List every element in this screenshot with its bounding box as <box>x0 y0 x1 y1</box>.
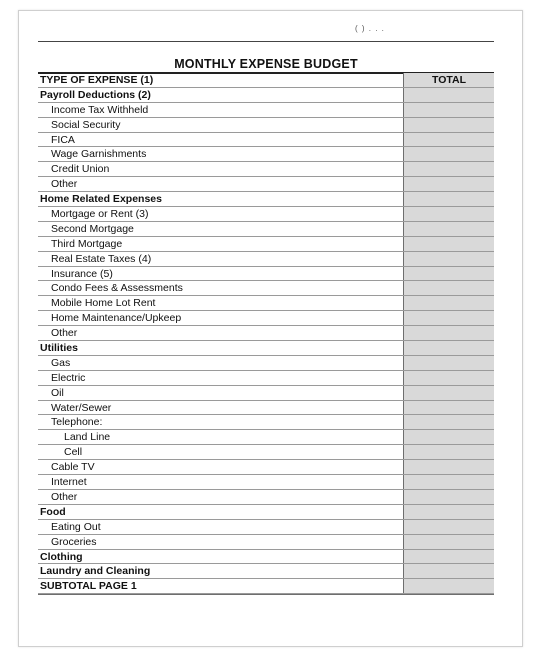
total-cell[interactable] <box>403 505 494 519</box>
table-row <box>38 326 494 341</box>
table-row <box>38 490 494 505</box>
table-row <box>38 192 494 207</box>
table-row <box>38 267 494 282</box>
total-cell[interactable] <box>403 550 494 564</box>
expense-label: SUBTOTAL PAGE 1 <box>40 580 137 593</box>
expense-label: Utilities <box>40 342 78 355</box>
expense-label: Food <box>40 505 66 518</box>
table-row <box>38 341 494 356</box>
expense-label: Credit Union <box>51 163 110 176</box>
table-row <box>38 311 494 326</box>
table-row <box>38 133 494 148</box>
expense-label: Mortgage or Rent (3) <box>51 208 149 221</box>
top-rule <box>38 41 494 42</box>
total-cell[interactable] <box>403 252 494 266</box>
expense-label: Mobile Home Lot Rent <box>51 297 156 310</box>
total-cell[interactable] <box>403 237 494 251</box>
table-row <box>38 147 494 162</box>
expense-label: Wage Garnishments <box>51 148 147 161</box>
total-cell[interactable] <box>403 177 494 191</box>
document-title: MONTHLY EXPENSE BUDGET <box>174 57 358 71</box>
table-header-row <box>38 73 494 88</box>
total-cell[interactable] <box>403 311 494 325</box>
table-row <box>38 103 494 118</box>
table-row <box>38 579 494 594</box>
expense-label: Payroll Deductions (2) <box>40 88 151 101</box>
expense-table <box>38 73 494 594</box>
table-row <box>38 118 494 133</box>
table-row <box>38 177 494 192</box>
table-row <box>38 401 494 416</box>
total-cell[interactable] <box>403 520 494 534</box>
total-cell[interactable] <box>403 147 494 161</box>
expense-label: Condo Fees & Assessments <box>51 282 183 295</box>
total-cell[interactable] <box>403 386 494 400</box>
expense-label: Telephone: <box>51 416 103 429</box>
total-cell[interactable] <box>403 460 494 474</box>
table-row <box>38 460 494 475</box>
column-header-type: TYPE OF EXPENSE (1) <box>40 74 154 86</box>
total-cell[interactable] <box>403 401 494 415</box>
bottom-rule <box>38 594 494 595</box>
expense-label: Eating Out <box>51 520 101 533</box>
table-row <box>38 430 494 445</box>
total-cell[interactable] <box>403 564 494 578</box>
expense-label: Other <box>51 490 78 503</box>
total-cell[interactable] <box>403 207 494 221</box>
expense-label: Clothing <box>40 550 83 563</box>
total-cell[interactable] <box>403 415 494 429</box>
table-row <box>38 207 494 222</box>
header-mark: ( ) . . . <box>355 24 385 33</box>
total-cell[interactable] <box>403 356 494 370</box>
total-cell[interactable] <box>403 296 494 310</box>
expense-label: Internet <box>51 476 87 489</box>
expense-label: Social Security <box>51 118 121 131</box>
table-row <box>38 296 494 311</box>
table-row <box>38 564 494 579</box>
expense-label: Insurance (5) <box>51 267 113 280</box>
total-cell[interactable] <box>403 88 494 102</box>
total-cell[interactable] <box>403 118 494 132</box>
total-cell[interactable] <box>403 371 494 385</box>
total-cell[interactable] <box>403 535 494 549</box>
expense-label: FICA <box>51 133 75 146</box>
table-row <box>38 281 494 296</box>
total-cell[interactable] <box>403 326 494 340</box>
expense-label: Gas <box>51 356 71 369</box>
expense-label: Groceries <box>51 535 97 548</box>
total-cell[interactable] <box>403 490 494 504</box>
table-row <box>38 88 494 103</box>
table-row <box>38 371 494 386</box>
table-row <box>38 475 494 490</box>
total-cell[interactable] <box>403 162 494 176</box>
total-cell[interactable] <box>403 579 494 593</box>
total-cell[interactable] <box>403 222 494 236</box>
expense-label: Land Line <box>64 431 111 444</box>
expense-label: Other <box>51 178 78 191</box>
table-row <box>38 535 494 550</box>
expense-label: Electric <box>51 371 86 384</box>
expense-label: Water/Sewer <box>51 401 112 414</box>
table-row <box>38 162 494 177</box>
table-row <box>38 415 494 430</box>
expense-label: Laundry and Cleaning <box>40 565 151 578</box>
expense-label: Home Related Expenses <box>40 193 162 206</box>
expense-label: Home Maintenance/Upkeep <box>51 312 182 325</box>
expense-label: Third Mortgage <box>51 237 123 250</box>
table-row <box>38 222 494 237</box>
table-row <box>38 445 494 460</box>
table-row <box>38 550 494 565</box>
expense-label: Cable TV <box>51 461 95 474</box>
expense-label: Income Tax Withheld <box>51 103 149 116</box>
total-cell[interactable] <box>403 430 494 444</box>
table-row <box>38 356 494 371</box>
total-cell[interactable] <box>403 103 494 117</box>
total-cell[interactable] <box>403 281 494 295</box>
expense-label: Cell <box>64 446 83 459</box>
total-cell[interactable] <box>403 341 494 355</box>
total-cell[interactable] <box>403 445 494 459</box>
total-cell[interactable] <box>403 192 494 206</box>
expense-label: Real Estate Taxes (4) <box>51 252 152 265</box>
table-row <box>38 252 494 267</box>
expense-label: Second Mortgage <box>51 222 134 235</box>
total-cell[interactable] <box>403 475 494 489</box>
expense-label: Oil <box>51 386 64 399</box>
table-row <box>38 505 494 520</box>
total-cell[interactable] <box>403 133 494 147</box>
total-cell[interactable] <box>403 267 494 281</box>
table-row <box>38 237 494 252</box>
table-row <box>38 520 494 535</box>
column-header-total: TOTAL <box>403 73 494 87</box>
table-row <box>38 386 494 401</box>
expense-label: Other <box>51 327 78 340</box>
